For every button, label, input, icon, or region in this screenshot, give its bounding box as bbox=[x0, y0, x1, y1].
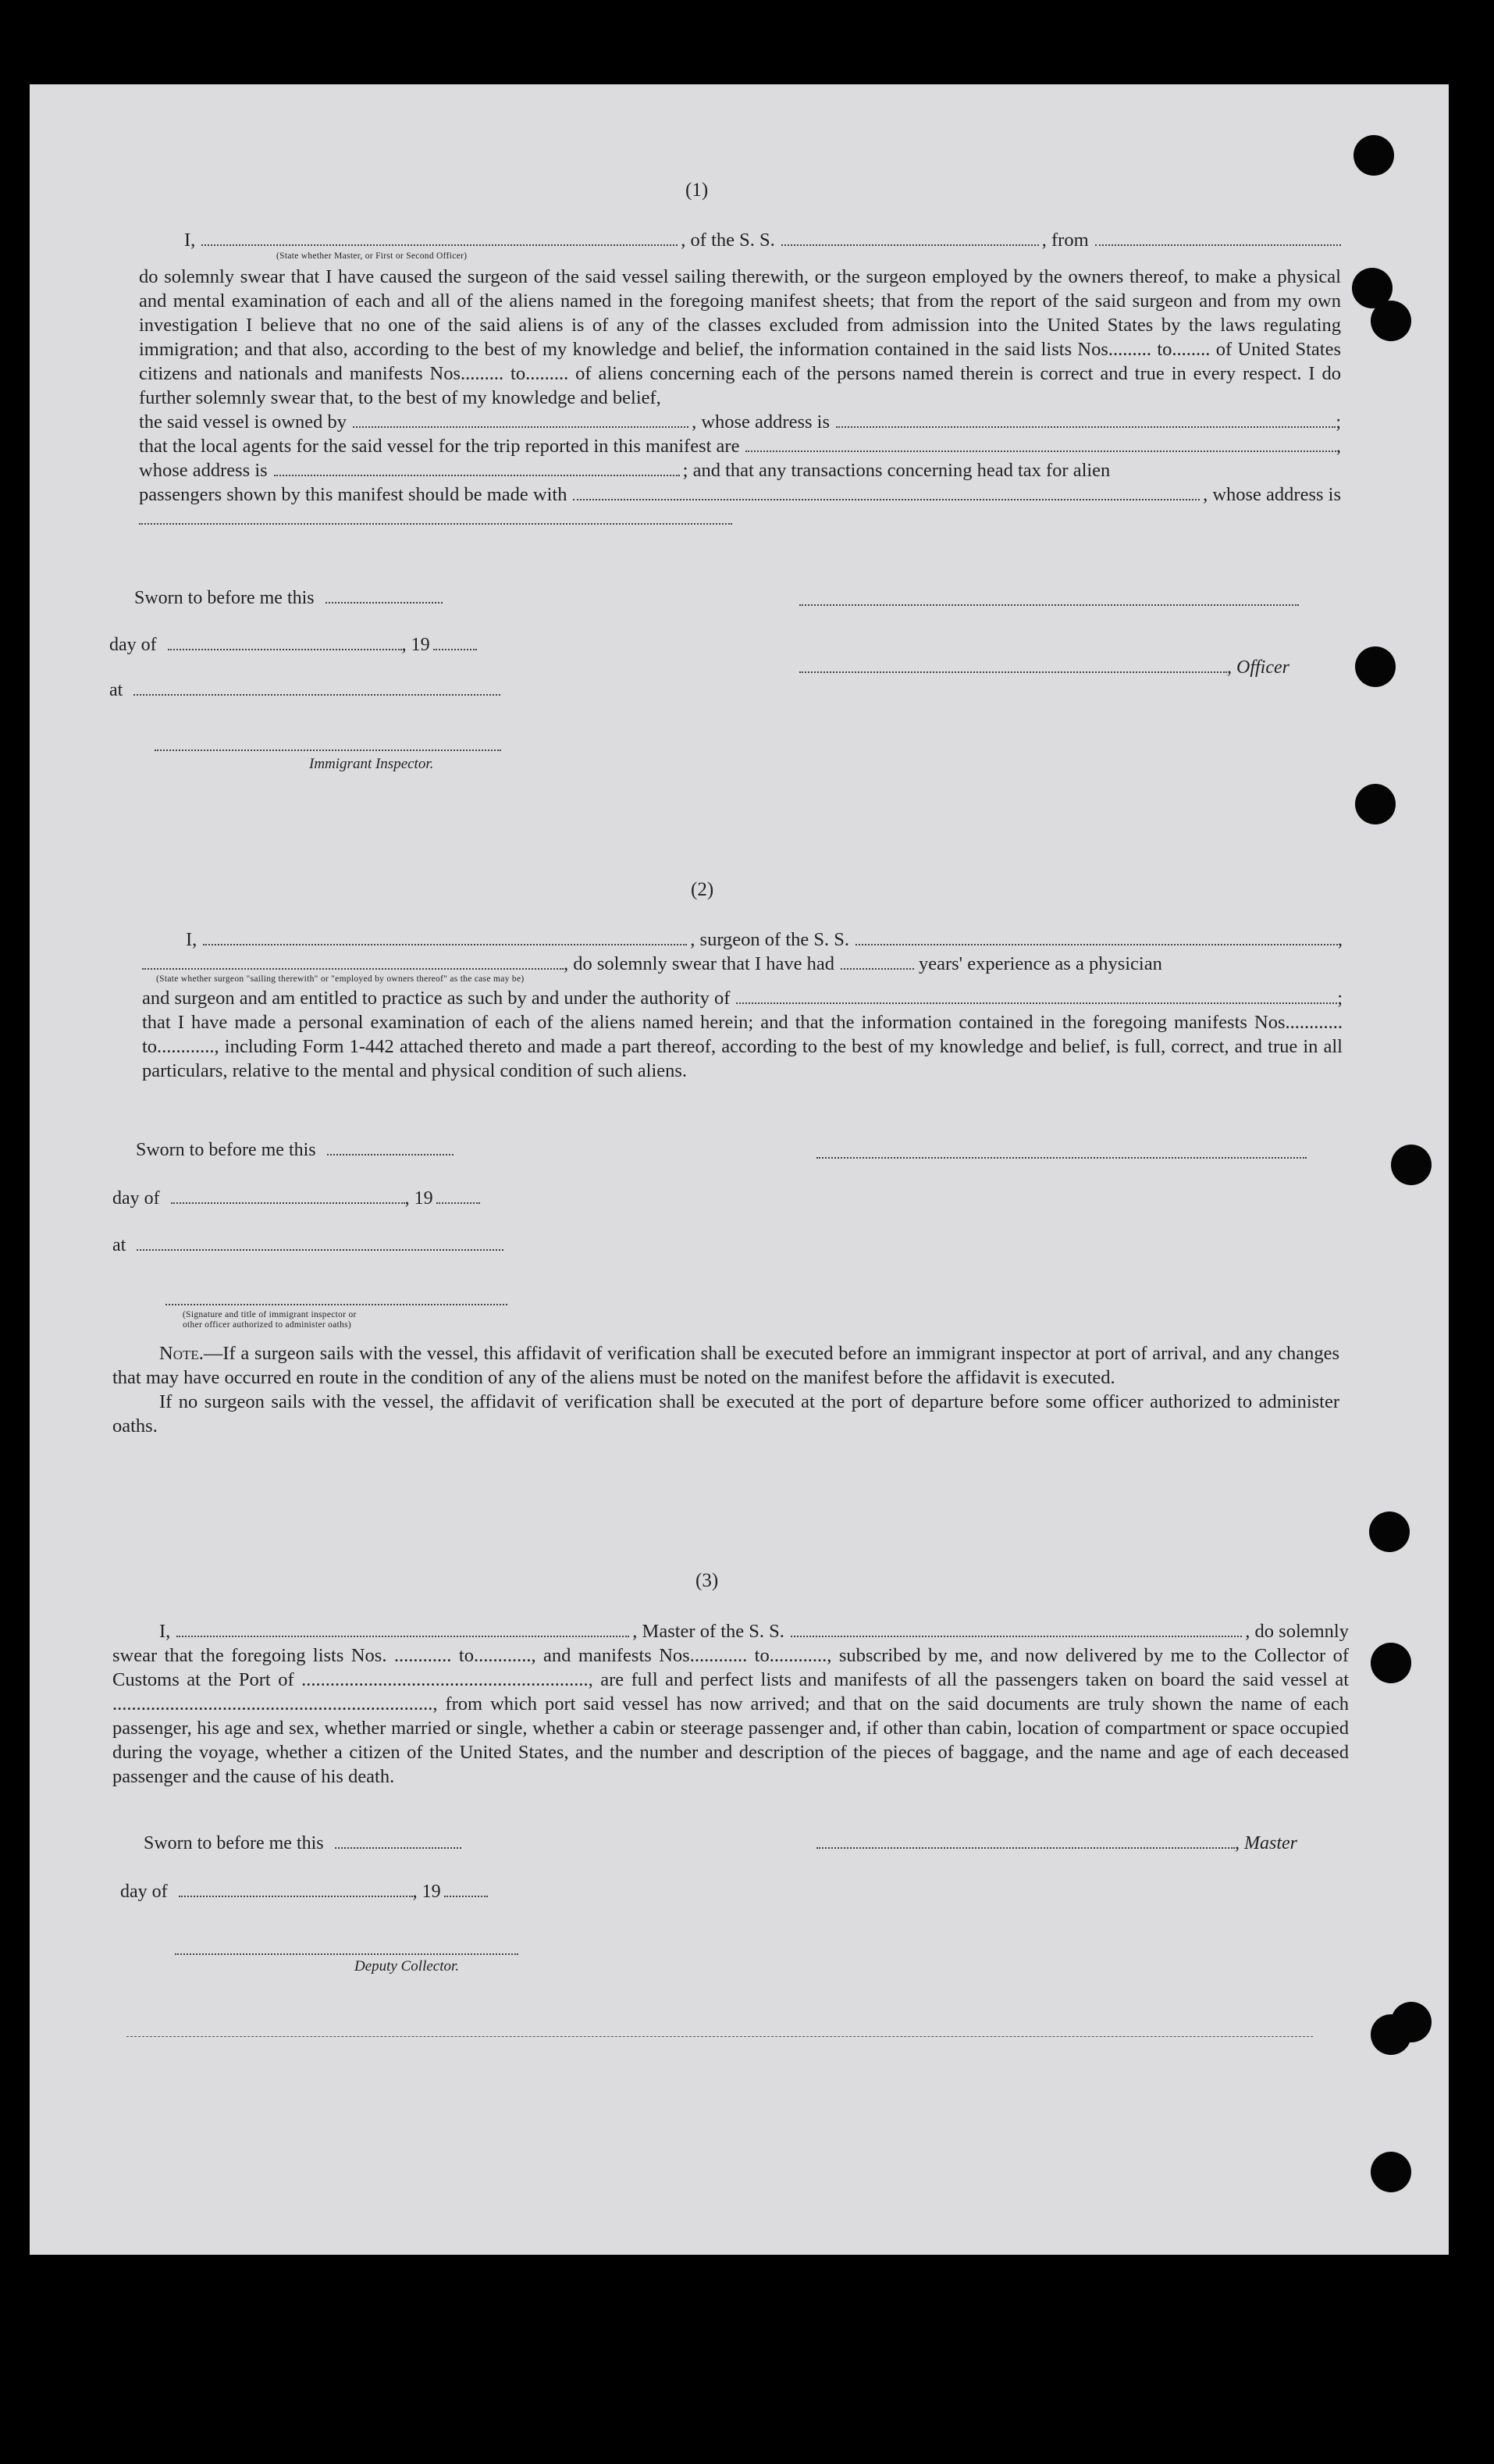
s2-sig-caption-2: other officer authorized to administer oaths) bbox=[183, 1320, 352, 1330]
s2-at bbox=[112, 1235, 503, 1256]
s1-day-field bbox=[168, 636, 402, 650]
section-2 bbox=[142, 928, 1343, 1083]
s1-whose-address2: whose address is bbox=[139, 460, 268, 481]
s1-address-field bbox=[836, 414, 1336, 428]
s2-swear: , do solemnly swear that I have had bbox=[564, 953, 834, 974]
s1-from-field bbox=[1095, 232, 1341, 246]
s1-inspector: Immigrant Inspector. bbox=[309, 756, 434, 772]
s2-at-field bbox=[137, 1237, 503, 1251]
s3-sworn-label: Sworn to before me this bbox=[144, 1833, 324, 1853]
s2-i: I, bbox=[186, 929, 197, 950]
s3-master-of: , Master of the S. S. bbox=[632, 1621, 784, 1642]
s1-line-passengers bbox=[139, 482, 1341, 507]
s3-deputy: Deputy Collector. bbox=[354, 1958, 460, 1974]
s3-year-label: , 19 bbox=[412, 1882, 441, 1902]
s1-officer bbox=[799, 657, 1289, 678]
s1-caption: (State whether Master, or First or Second Officer) bbox=[276, 251, 468, 261]
s1-agents-field bbox=[745, 438, 1336, 452]
punch-hole bbox=[1353, 135, 1394, 176]
s2-sworn-field bbox=[327, 1141, 454, 1155]
s3-body: swear that the foregoing lists Nos. ............ to............, and manifests Nos............ to............, subscribed by me, and now delivered by me to the Collector of Customs at the Port of ............................................................, are full and perfect lists and manifests of all the passengers taken on board the said vessel at ..................................................................., from which port said vessel has now arrived; and that on the said documents are truly shown the name of each passenger, his age and sex, whether married or single, whether a cabin or steerage passenger and, if other than cabin, location of compartment or space occupied during the voyage, whether a citizen of the United States, and the number and description of the pieces of baggage, and the name and age of each deceased passenger and the cause of his death. bbox=[112, 1645, 1349, 1787]
s3-deputy-sig-line bbox=[175, 1953, 518, 1955]
s2-sig-caption-1: (Signature and title of immigrant inspector or bbox=[183, 1310, 357, 1319]
s1-of-ss: , of the S. S. bbox=[681, 230, 775, 251]
s1-day bbox=[109, 635, 477, 656]
s1-year-field bbox=[433, 636, 477, 650]
s3-line-master bbox=[112, 1619, 1349, 1643]
s1-at-field bbox=[133, 682, 500, 696]
s1-rank-field bbox=[201, 232, 678, 246]
s1-transactions-field bbox=[573, 486, 1200, 500]
s2-inspector-sig-line bbox=[165, 1304, 507, 1305]
s3-do-solemnly: , do solemnly bbox=[1245, 1621, 1349, 1642]
s1-whose-address3: , whose address is bbox=[1203, 484, 1341, 505]
s1-at-label: at bbox=[109, 680, 123, 700]
section-3-number: (3) bbox=[695, 1570, 719, 1591]
s2-note-paragraph bbox=[112, 1341, 1339, 1390]
s2-type-field bbox=[142, 956, 564, 970]
s2-day-field bbox=[171, 1190, 405, 1204]
punch-hole bbox=[1391, 1145, 1432, 1185]
s1-i: I, bbox=[184, 230, 196, 251]
punch-hole bbox=[1371, 301, 1411, 341]
s2-at-label: at bbox=[112, 1235, 126, 1255]
s1-line-owned: the said vessel is owned by , whose address is ; bbox=[139, 411, 1341, 433]
document-page bbox=[30, 84, 1449, 2255]
s1-at bbox=[109, 680, 500, 701]
s2-line-surgeon: I, , surgeon of the S. S. , bbox=[186, 929, 1343, 950]
s2-vessel-field bbox=[855, 931, 1338, 945]
s1-year-label: , 19 bbox=[401, 635, 430, 655]
s1-local-agents: that the local agents for the said vessel for the trip reported in this manifest are bbox=[139, 436, 740, 457]
punch-hole bbox=[1355, 784, 1396, 824]
s1-officer-sig-line bbox=[799, 604, 1299, 606]
s1-head-tax: ; and that any transactions concerning head tax for alien bbox=[682, 460, 1111, 481]
s1-officer-field bbox=[799, 659, 1227, 673]
section-2-number: (2) bbox=[691, 879, 714, 900]
s2-years-field bbox=[841, 956, 914, 970]
punch-hole bbox=[1355, 646, 1396, 687]
s2-years: years' experience as a physician bbox=[918, 953, 1162, 974]
s3-i: I, bbox=[159, 1621, 171, 1642]
s2-line-authority: and surgeon and am entitled to practice as such by and under the authority of ; bbox=[142, 988, 1343, 1009]
s3-master-label: , Master bbox=[1235, 1833, 1297, 1853]
s2-day-label: day of bbox=[112, 1188, 160, 1209]
punch-hole bbox=[1371, 2014, 1411, 2055]
s2-authority: and surgeon and am entitled to practice as such by and under the authority of bbox=[142, 988, 731, 1009]
s1-vessel-field bbox=[781, 232, 1039, 246]
s2-day bbox=[112, 1188, 480, 1209]
s2-line-swear bbox=[142, 952, 1343, 976]
s3-day-field bbox=[179, 1883, 413, 1897]
s3-sworn bbox=[144, 1833, 461, 1854]
s2-year-field bbox=[436, 1190, 480, 1204]
s1-line-agents: that the local agents for the said vessel for the trip reported in this manifest are , bbox=[139, 436, 1341, 457]
s3-master bbox=[816, 1833, 1297, 1854]
s2-note-2: If no surgeon sails with the vessel, the affidavit of verification shall be executed at the port of departure before some officer authorized to administer oaths. bbox=[112, 1391, 1339, 1437]
s3-day-label: day of bbox=[120, 1882, 168, 1902]
s1-officer-label: , Officer bbox=[1227, 657, 1289, 678]
punch-hole bbox=[1369, 1512, 1410, 1552]
s1-sworn-field bbox=[325, 589, 443, 604]
s3-name-field bbox=[176, 1623, 629, 1637]
section-1-number: (1) bbox=[685, 180, 709, 201]
s2-note-text: —If a surgeon sails with the vessel, this affidavit of verification shall be executed before an immigrant inspector at port of arrival, and any changes that may have occurred en route in the condition of any of the aliens must be noted on the manifest before the affidavit is executed. bbox=[112, 1343, 1339, 1388]
s1-day-label: day of bbox=[109, 635, 157, 655]
s1-owned-by: the said vessel is owned by bbox=[139, 411, 347, 433]
s1-sworn-label: Sworn to before me this bbox=[134, 588, 315, 608]
s1-passengers: passengers shown by this manifest should be made with bbox=[139, 484, 567, 505]
s2-sworn-label: Sworn to before me this bbox=[136, 1140, 316, 1160]
s1-owner-field bbox=[353, 414, 688, 428]
s1-from: , from bbox=[1041, 230, 1089, 251]
s2-surgeon-of: , surgeon of the S. S. bbox=[690, 929, 850, 950]
s1-whose-address: , whose address is bbox=[692, 411, 830, 433]
s1-sworn bbox=[134, 588, 443, 609]
s1-inspector-sig-line bbox=[155, 750, 501, 751]
s2-sworn bbox=[136, 1140, 454, 1161]
s2-note bbox=[112, 1341, 1339, 1438]
s2-body: that I have made a personal examination of each of the aliens named herein; and that the information contained in the foregoing manifests Nos............ to............, including Form 1-442 attached thereto and made a part thereof, according to the best of my knowledge and belief, is full, correct, and true in all particulars, relative to the mental and physical condition of such aliens. bbox=[142, 1012, 1343, 1081]
punch-hole bbox=[1371, 2152, 1411, 2192]
s3-day bbox=[120, 1882, 488, 1903]
s2-name-field bbox=[203, 931, 687, 945]
punch-hole bbox=[1371, 1643, 1411, 1683]
s1-line-officer bbox=[139, 228, 1341, 252]
s3-master-field bbox=[816, 1835, 1235, 1849]
s2-year-label: , 19 bbox=[404, 1188, 433, 1209]
s3-vessel-field bbox=[791, 1623, 1242, 1637]
section-1 bbox=[139, 228, 1341, 531]
s1-agent-address-field bbox=[274, 462, 680, 476]
s3-sworn-field bbox=[335, 1835, 461, 1849]
s2-surgeon-sig-line bbox=[816, 1157, 1307, 1159]
s1-last-address-field bbox=[139, 518, 732, 525]
section-3 bbox=[112, 1619, 1349, 1789]
s2-caption: (State whether surgeon "sailing therewith" or "employed by owners thereof" as the case may be) bbox=[156, 974, 525, 984]
s3-year-field bbox=[444, 1883, 488, 1897]
s1-body: do solemnly swear that I have caused the surgeon of the said vessel sailing therewith, or the surgeon employed by the owners thereof, to make a physical and mental examination of each and all of the aliens named in the foregoing manifest sheets; that from the report of the said surgeon and from my own investigation I believe that no one of the said aliens is of any of the classes excluded from admission into the United States by the laws regulating immigration; and that also, according to the best of my knowledge and belief, the information contained in the said lists Nos......... to........ of United States citizens and nationals and manifests Nos......... to......... of aliens concerning each of the persons named therein is correct and true in every respect. I do further solemnly swear that, to the best of my knowledge and belief, bbox=[139, 266, 1341, 408]
s2-note-label: Note. bbox=[159, 1343, 204, 1364]
s1-line-headtax bbox=[139, 458, 1341, 482]
bottom-rule bbox=[126, 2036, 1313, 2037]
s2-authority-field bbox=[736, 990, 1337, 1004]
